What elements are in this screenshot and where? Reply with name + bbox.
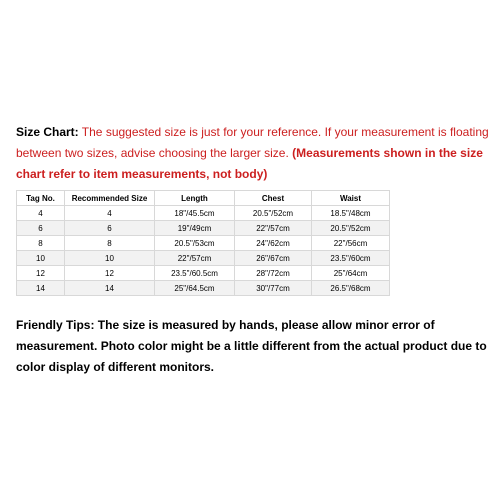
cell-waist: 23.5"/60cm bbox=[312, 251, 390, 266]
header-tag-no: Tag No. bbox=[17, 191, 65, 206]
cell-chest: 26"/67cm bbox=[235, 251, 312, 266]
cell-length: 22"/57cm bbox=[155, 251, 235, 266]
cell-length: 19"/49cm bbox=[155, 221, 235, 236]
cell-recommended-size: 4 bbox=[65, 206, 155, 221]
cell-chest: 20.5"/52cm bbox=[235, 206, 312, 221]
size-table bbox=[16, 190, 390, 296]
header-recommended-size: Recommended Size bbox=[65, 191, 155, 206]
cell-tag-no: 6 bbox=[17, 221, 65, 236]
cell-recommended-size: 12 bbox=[65, 266, 155, 281]
cell-tag-no: 4 bbox=[17, 206, 65, 221]
table-row bbox=[17, 221, 390, 236]
cell-tag-no: 12 bbox=[17, 266, 65, 281]
cell-chest: 28"/72cm bbox=[235, 266, 312, 281]
cell-length: 23.5"/60.5cm bbox=[155, 266, 235, 281]
cell-waist: 18.5"/48cm bbox=[312, 206, 390, 221]
cell-chest: 22"/57cm bbox=[235, 221, 312, 236]
table-row bbox=[17, 251, 390, 266]
cell-waist: 26.5"/68cm bbox=[312, 281, 390, 296]
header-length: Length bbox=[155, 191, 235, 206]
friendly-tips: Friendly Tips: The size is measured by hands, please allow minor error of measurement. Photo color might be a little different from the actual product due to color display of different monitors. bbox=[16, 318, 487, 374]
cell-recommended-size: 6 bbox=[65, 221, 155, 236]
header-waist: Waist bbox=[312, 191, 390, 206]
cell-waist: 20.5"/52cm bbox=[312, 221, 390, 236]
cell-waist: 22"/56cm bbox=[312, 236, 390, 251]
table-row bbox=[17, 266, 390, 281]
cell-length: 20.5"/53cm bbox=[155, 236, 235, 251]
cell-waist: 25"/64cm bbox=[312, 266, 390, 281]
cell-tag-no: 8 bbox=[17, 236, 65, 251]
size-reference-text: The suggested size is just for your reference. If your measurement is floating between two sizes, advise choosing the larger size. bbox=[16, 125, 489, 160]
table-row bbox=[17, 206, 390, 221]
table-row bbox=[17, 281, 390, 296]
cell-tag-no: 10 bbox=[17, 251, 65, 266]
cell-tag-no: 14 bbox=[17, 281, 65, 296]
cell-length: 25"/64.5cm bbox=[155, 281, 235, 296]
cell-length: 18"/45.5cm bbox=[155, 206, 235, 221]
cell-recommended-size: 14 bbox=[65, 281, 155, 296]
cell-chest: 24"/62cm bbox=[235, 236, 312, 251]
measurement-note: (Measurements shown in the size chart refer to item measurements, not body) bbox=[16, 146, 483, 181]
size-chart-intro bbox=[16, 122, 492, 185]
cell-chest: 30"/77cm bbox=[235, 281, 312, 296]
header-chest: Chest bbox=[235, 191, 312, 206]
table-header-row bbox=[17, 191, 390, 206]
table-row bbox=[17, 236, 390, 251]
cell-recommended-size: 10 bbox=[65, 251, 155, 266]
size-chart-label: Size Chart: bbox=[16, 125, 79, 139]
cell-recommended-size: 8 bbox=[65, 236, 155, 251]
